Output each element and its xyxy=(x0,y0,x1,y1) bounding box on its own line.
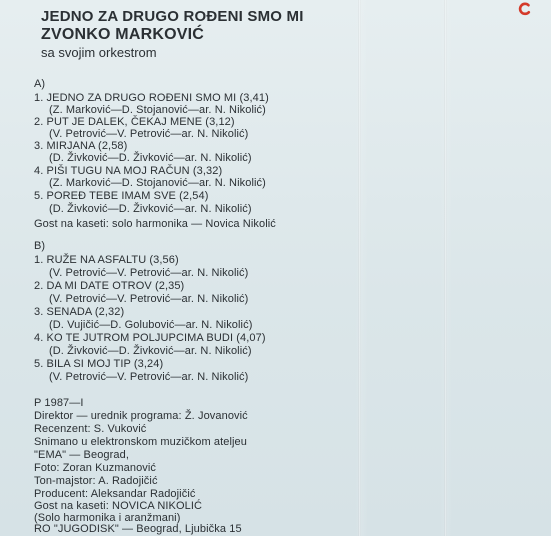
side-b-track-2-credits: (V. Petrović—V. Petrović—ar. N. Nikolić) xyxy=(49,293,249,305)
side-b-track-1: 1. RUŽE NA ASFALTU (3,56) xyxy=(34,254,179,266)
fold-crease xyxy=(358,0,361,536)
side-a-guest-note: Gost na kaseti: solo harmonika — Novica Nikolić xyxy=(34,218,276,230)
side-b-track-4-credits: (D. Živković—D. Živković—ar. N. Nikolić) xyxy=(49,345,252,357)
footer-line: RO "JUGODISK" — Beograd, Ljubička 15 xyxy=(34,523,242,535)
side-b-track-2: 2. DA MI DATE OTROV (2,35) xyxy=(34,280,185,292)
side-a-track-5-credits: (D. Živković—D. Živković—ar. N. Nikolić) xyxy=(49,203,252,215)
footer-line: Foto: Zoran Kuzmanović xyxy=(34,462,157,474)
footer-line: (Solo harmonika i aranžmani) xyxy=(34,512,181,524)
side-b-track-3: 3. SENADA (2,32) xyxy=(34,306,125,318)
footer-line: Direktor — urednik programa: Ž. Jovanović xyxy=(34,410,248,422)
side-b-label: B) xyxy=(34,240,46,252)
side-b-track-4: 4. KO TE JUTROM POLJUPCIMA BUDI (4,07) xyxy=(34,332,266,344)
footer-line: Ton-majstor: A. Radojičić xyxy=(34,475,158,487)
side-a-track-3-credits: (D. Živković—D. Živković—ar. N. Nikolić) xyxy=(49,152,252,164)
artist-name: ZVONKO MARKOVIĆ xyxy=(41,26,204,43)
side-a-track-1-credits: (Z. Marković—D. Stojanović—ar. N. Nikolić) xyxy=(49,104,266,116)
footer-line: Snimano u elektronskom muzičkom ateljeu xyxy=(34,436,247,448)
side-b-track-1-credits: (V. Petrović—V. Petrović—ar. N. Nikolić) xyxy=(49,267,249,279)
footer-line: Recenzent: S. Vuković xyxy=(34,423,147,435)
side-b-track-5-credits: (V. Petrović—V. Petrović—ar. N. Nikolić) xyxy=(49,371,249,383)
side-a-track-2: 2. PUT JE DALEK, ČEKAJ MENE (3,12) xyxy=(34,116,235,128)
side-a-label: A) xyxy=(34,78,46,90)
side-b-track-3-credits: (D. Vujičić—D. Golubović—ar. N. Nikolić) xyxy=(49,319,253,331)
artist-subtitle: sa svojim orkestrom xyxy=(41,45,157,60)
side-a-track-4: 4. PIŠI TUGU NA MOJ RAČUN (3,32) xyxy=(34,165,223,177)
footer-line: P 1987—I xyxy=(34,397,84,409)
footer-line: Producent: Aleksandar Radojičić xyxy=(34,488,196,500)
side-a-track-2-credits: (V. Petrović—V. Petrović—ar. N. Nikolić) xyxy=(49,128,249,140)
side-a-track-3: 3. MIRJANA (2,58) xyxy=(34,140,128,152)
side-a-track-4-credits: (Z. Marković—D. Stojanović—ar. N. Nikolić) xyxy=(49,177,266,189)
footer-line: Gost na kaseti: NOVICA NIKOLIĆ xyxy=(34,500,203,512)
footer-line: "EMA" — Beograd, xyxy=(34,449,130,461)
fold-crease xyxy=(444,0,447,536)
red-c-logo-icon xyxy=(518,2,532,16)
album-title: JEDNO ZA DRUGO ROĐENI SMO MI xyxy=(41,8,304,25)
side-a-track-5: 5. POREĐ TEBE IMAM SVE (2,54) xyxy=(34,190,209,202)
side-b-track-5: 5. BILA SI MOJ TIP (3,24) xyxy=(34,358,164,370)
side-a-track-1: 1. JEDNO ZA DRUGO ROĐENI SMO MI (3,41) xyxy=(34,92,269,104)
